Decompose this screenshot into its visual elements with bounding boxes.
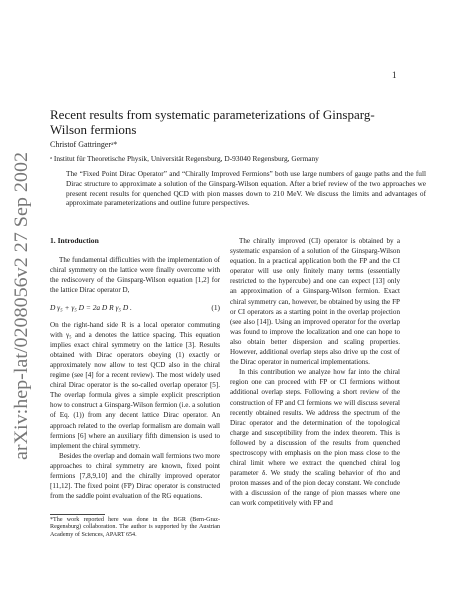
arxiv-stamp-text: arXiv:hep-lat/0208056v2 27 Sep 2002 xyxy=(12,175,32,460)
intro-paragraph-1: The fundamental difficulties with the implementation of chiral symmetry on the lattice were finally overcome with the rediscovery of the Ginsparg-Wilson equation [1,2] for the lattice Dirac operator D, xyxy=(50,256,220,295)
abstract: The “Fixed Point Dirac Operator” and “Chirally Improved Fermions” both use large numbers of gauge paths and the full Dirac structure to approximate a solution of the Ginsparg-Wilson equation. After a brief review of the two approaches we present recent results for quenched QCD with pion masses down to 210 MeV. We discuss the limits and advantages of approximate parameterizations and outline future perspectives. xyxy=(66,169,426,208)
intro-paragraph-2: On the right-hand side R is a local operator commuting with γ₅ and a denotes the lattice spacing. This equation implies exact chiral symmetry on the lattice [3]. Results obtained with Dirac operators obeying (1) exactly or approximately now allow to test QCD also in the chiral regime (see [4] for a recent review). The most widely used chiral Dirac operator is the so-called overlap operator [5]. The overlap formula gives a simple explicit prescription how to construct a Ginsparg-Wilson fermion (i.e. a solution of Eq. (1)) from any decent lattice Dirac operator. An approach related to the overlap formalism are domain wall fermions [6] where an auxiliary fifth dimension is used to implement the chiral symmetry. xyxy=(50,320,220,450)
equation-number: (1) xyxy=(211,303,220,313)
footnote-rule xyxy=(50,514,105,515)
arxiv-stamp xyxy=(5,150,35,460)
intro-paragraph-4: The chirally improved (CI) operator is obtained by a systematic expansion of a solution of the Ginsparg-Wilson equation. In a practical application both the FP and the CI operator will use only finitely many terms (essentially restricted to the hypercube) and one can expect [13] only an approximation of a Ginsparg-Wilson fermion. Exact chiral symmetry can, however, be obtained by using the FP or CI operators as a starting point in the overlap projection (see also [14]). Using an improved operator for the overlap was found to improve the localization and one can hope to also obtain better dispersion and scaling properties. However, additional overlap steps also drive up the cost of the Dirac operator in numerical implementations. xyxy=(230,237,400,367)
left-column xyxy=(50,236,220,501)
page-number: 1 xyxy=(392,70,397,80)
equation-1 xyxy=(50,303,220,313)
affiliation: ᵃ Institut für Theoretische Physik, Universität Regensburg, D-93040 Regensburg, Germany xyxy=(50,154,319,163)
intro-paragraph-5: In this contribution we analyze how far into the chiral region one can proceed with FP or CI fermions without additional overlap steps. Following a short review of the construction of FP and CI fermions we will discuss several recently obtained results. We address the spectrum of the Dirac operator and the determination of the topological charge and susceptibility from the index theorem. This is followed by a discussion of the results from quenched spectroscopy with emphasis on the pion mass close to the chiral limit where we extract the quenched chiral log parameter δ. We study the scaling behavior of rho and proton masses and of the pion decay constant. We conclude with a discussion of the range of pion masses where one can work competitively with FP and xyxy=(230,368,400,508)
footnote: *The work reported here was done in the BGR (Bern-Graz-Regensburg) collaboration. The author is supported by the Austrian Academy of Sciences, APART 654. xyxy=(50,517,220,538)
section-heading: 1. Introduction xyxy=(50,236,99,245)
right-column xyxy=(230,236,400,509)
intro-paragraph-3: Besides the overlap and domain wall fermions two more approaches to chiral symmetry are known, fixed point fermions [7,8,9,10] and the chirally improved operator [11,12]. The fixed point (FP) Dirac operator is constructed from the saddle point evaluation of the RG equations. xyxy=(50,451,220,501)
author: Christof Gattringerᵃ* xyxy=(50,140,118,149)
paper-title: Recent results from systematic parameterizations of Ginsparg-Wilson fermions xyxy=(50,107,375,137)
equation-body: D γ₅ + γ₅ D = 2a D R γ₅ D . xyxy=(50,303,132,313)
